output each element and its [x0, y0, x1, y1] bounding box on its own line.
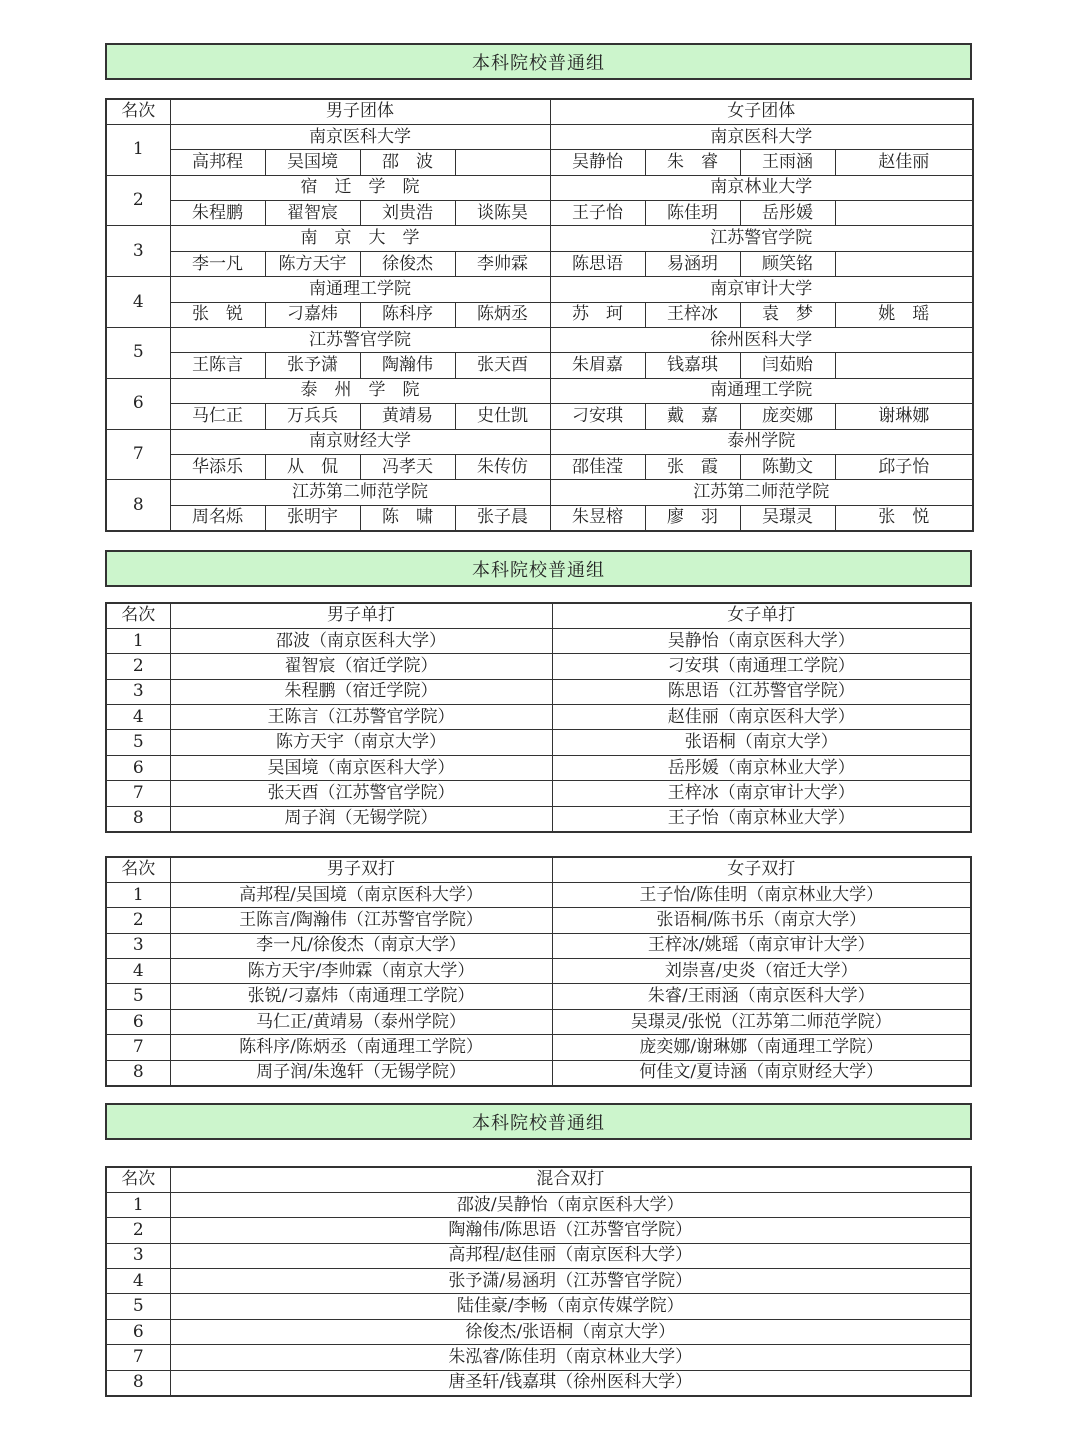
table-row [106, 959, 971, 984]
rank-cell: 4 [106, 705, 170, 730]
women-doubles-entry: 庞奕娜/谢琳娜（南通理工学院） [552, 1035, 971, 1060]
table-row [106, 150, 973, 175]
mixed-doubles-entry: 高邦程/赵佳丽（南京医科大学） [170, 1243, 971, 1268]
section-header: 本科院校普通组 [105, 43, 972, 80]
table-row [106, 1269, 971, 1294]
table-row [106, 124, 973, 149]
men-singles-entry: 朱程鹏（宿迁学院） [170, 679, 552, 704]
rank-cell: 1 [106, 1192, 170, 1217]
rank-cell: 8 [106, 1060, 170, 1085]
women-singles-entry: 张语桐（南京大学） [552, 730, 971, 755]
table-row [106, 251, 973, 276]
rank-header: 名次 [106, 1167, 170, 1192]
women-team-player: 吴静怡 [550, 150, 645, 175]
team-results-table [105, 98, 974, 532]
women-team-school: 南京林业大学 [550, 175, 973, 200]
men-singles-header: 男子单打 [170, 603, 552, 628]
table-row [106, 1035, 971, 1060]
mixed-doubles-entry: 朱泓睿/陈佳玥（南京林业大学） [170, 1345, 971, 1370]
women-team-player: 闫茹贻 [740, 353, 835, 378]
men-team-player: 史仕凯 [455, 404, 550, 429]
rank-cell: 8 [106, 806, 170, 831]
men-team-player: 冯孝天 [360, 454, 455, 479]
women-team-player: 陈佳玥 [645, 201, 740, 226]
women-singles-entry: 吴静怡（南京医科大学） [552, 628, 971, 653]
men-team-player: 陈 啸 [360, 505, 455, 530]
rank-header: 名次 [106, 857, 170, 882]
men-team-player: 华添乐 [170, 454, 265, 479]
women-team-player: 吴璟灵 [740, 505, 835, 530]
women-doubles-entry: 何佳文/夏诗涵（南京财经大学） [552, 1060, 971, 1085]
men-team-player: 张天酉 [455, 353, 550, 378]
mixed-doubles-entry: 唐圣轩/钱嘉琪（徐州医科大学） [170, 1370, 971, 1395]
women-singles-entry: 刁安琪（南通理工学院） [552, 654, 971, 679]
rank-cell: 2 [106, 1218, 170, 1243]
table-row [106, 679, 971, 704]
rank-cell: 5 [106, 1294, 170, 1319]
men-doubles-entry: 张锐/刁嘉炜（南通理工学院） [170, 984, 552, 1009]
women-team-player: 袁 梦 [740, 302, 835, 327]
women-team-player: 谢琳娜 [835, 404, 973, 429]
men-doubles-entry: 李一凡/徐俊杰（南京大学） [170, 933, 552, 958]
men-doubles-entry: 高邦程/吴国境（南京医科大学） [170, 882, 552, 907]
singles-results-table [105, 602, 972, 833]
table-row [106, 654, 971, 679]
table-header-row [106, 1167, 971, 1192]
rank-cell: 8 [106, 480, 170, 531]
men-team-player: 高邦程 [170, 150, 265, 175]
table-row [106, 984, 971, 1009]
men-team-player: 张予潇 [265, 353, 360, 378]
rank-header: 名次 [106, 99, 170, 124]
men-team-player: 陈炳丞 [455, 302, 550, 327]
rank-cell: 3 [106, 679, 170, 704]
men-team-school: 南 京 大 学 [170, 226, 550, 251]
men-doubles-entry: 陈方天宇/李帅霖（南京大学） [170, 959, 552, 984]
men-singles-entry: 周子润（无锡学院） [170, 806, 552, 831]
women-team-school: 南通理工学院 [550, 378, 973, 403]
men-team-player: 陈科序 [360, 302, 455, 327]
mixed-doubles-results-table [105, 1166, 972, 1397]
men-singles-entry: 邵波（南京医科大学） [170, 628, 552, 653]
men-doubles-header: 男子双打 [170, 857, 552, 882]
women-team-player: 岳彤媛 [740, 201, 835, 226]
men-singles-entry: 翟智宸（宿迁学院） [170, 654, 552, 679]
table-row [106, 328, 973, 353]
table-header-row [106, 857, 971, 882]
section-header: 本科院校普通组 [105, 1103, 972, 1140]
men-team-player [455, 150, 550, 175]
women-team-player: 刁安琪 [550, 404, 645, 429]
table-row [106, 201, 973, 226]
men-team-player: 从 侃 [265, 454, 360, 479]
table-row [106, 755, 971, 780]
table-header-row [106, 99, 973, 124]
men-singles-entry: 吴国境（南京医科大学） [170, 755, 552, 780]
table-header-row [106, 603, 971, 628]
rank-header: 名次 [106, 603, 170, 628]
women-team-player: 王梓冰 [645, 302, 740, 327]
men-team-school: 南京财经大学 [170, 429, 550, 454]
rank-cell: 7 [106, 781, 170, 806]
mixed-doubles-entry: 邵波/吴静怡（南京医科大学） [170, 1192, 971, 1217]
table-row [106, 1192, 971, 1217]
men-team-school: 南京医科大学 [170, 124, 550, 149]
women-team-player: 钱嘉琪 [645, 353, 740, 378]
rank-cell: 5 [106, 730, 170, 755]
rank-cell: 4 [106, 277, 170, 328]
rank-cell: 6 [106, 378, 170, 429]
women-doubles-entry: 刘崇喜/史炎（宿迁大学） [552, 959, 971, 984]
women-team-player: 姚 瑶 [835, 302, 973, 327]
rank-cell: 3 [106, 933, 170, 958]
men-team-player: 万兵兵 [265, 404, 360, 429]
women-team-school: 南京审计大学 [550, 277, 973, 302]
rank-cell: 2 [106, 908, 170, 933]
women-team-school: 泰州学院 [550, 429, 973, 454]
women-team-school: 南京医科大学 [550, 124, 973, 149]
table-row [106, 1243, 971, 1268]
women-singles-entry: 王梓冰（南京审计大学） [552, 781, 971, 806]
table-row [106, 1060, 971, 1085]
rank-cell: 1 [106, 124, 170, 175]
men-team-player: 刁嘉炜 [265, 302, 360, 327]
rank-cell: 3 [106, 1243, 170, 1268]
men-team-player: 张明宇 [265, 505, 360, 530]
table-row [106, 454, 973, 479]
men-doubles-entry: 马仁正/黄靖易（泰州学院） [170, 1009, 552, 1034]
women-team-player: 朱眉嘉 [550, 353, 645, 378]
women-team-player [835, 201, 973, 226]
table-row [106, 705, 971, 730]
women-team-player [835, 353, 973, 378]
women-team-player: 易涵玥 [645, 251, 740, 276]
women-team-player: 朱 睿 [645, 150, 740, 175]
rank-cell: 3 [106, 226, 170, 277]
rank-cell: 2 [106, 654, 170, 679]
men-team-player: 张子晨 [455, 505, 550, 530]
men-team-player: 陈方天宇 [265, 251, 360, 276]
women-team-school: 徐州医科大学 [550, 328, 973, 353]
women-doubles-entry: 王子怡/陈佳明（南京林业大学） [552, 882, 971, 907]
men-singles-entry: 张天酉（江苏警官学院） [170, 781, 552, 806]
men-team-player: 黄靖易 [360, 404, 455, 429]
men-team-player: 吴国境 [265, 150, 360, 175]
rank-cell: 1 [106, 882, 170, 907]
women-team-player: 邱子怡 [835, 454, 973, 479]
women-doubles-entry: 张语桐/陈书乐（南京大学） [552, 908, 971, 933]
men-team-header: 男子团体 [170, 99, 550, 124]
men-team-player: 翟智宸 [265, 201, 360, 226]
table-row [106, 429, 973, 454]
women-team-school: 江苏警官学院 [550, 226, 973, 251]
table-row [106, 1294, 971, 1319]
table-row [106, 480, 973, 505]
women-team-player: 苏 珂 [550, 302, 645, 327]
men-team-school: 江苏第二师范学院 [170, 480, 550, 505]
men-doubles-entry: 陈科序/陈炳丞（南通理工学院） [170, 1035, 552, 1060]
doubles-results-table [105, 856, 972, 1087]
women-team-player: 张 悦 [835, 505, 973, 530]
table-row [106, 302, 973, 327]
men-team-player: 邵 波 [360, 150, 455, 175]
women-team-player: 王雨涵 [740, 150, 835, 175]
table-row [106, 1319, 971, 1344]
men-team-player: 王陈言 [170, 353, 265, 378]
rank-cell: 5 [106, 984, 170, 1009]
mixed-doubles-entry: 徐俊杰/张语桐（南京大学） [170, 1319, 971, 1344]
women-doubles-header: 女子双打 [552, 857, 971, 882]
table-row [106, 353, 973, 378]
women-team-player: 邵佳滢 [550, 454, 645, 479]
men-team-school: 江苏警官学院 [170, 328, 550, 353]
men-team-player: 张 锐 [170, 302, 265, 327]
rank-cell: 6 [106, 1009, 170, 1034]
women-team-player: 顾笑铭 [740, 251, 835, 276]
men-team-player: 马仁正 [170, 404, 265, 429]
rank-cell: 4 [106, 1269, 170, 1294]
rank-cell: 2 [106, 175, 170, 226]
table-row [106, 628, 971, 653]
table-row [106, 1009, 971, 1034]
table-row [106, 882, 971, 907]
men-team-school: 宿 迁 学 院 [170, 175, 550, 200]
table-row [106, 1218, 971, 1243]
table-row [106, 404, 973, 429]
table-row [106, 730, 971, 755]
men-team-school: 泰 州 学 院 [170, 378, 550, 403]
women-singles-header: 女子单打 [552, 603, 971, 628]
women-team-player: 朱昱榕 [550, 505, 645, 530]
men-doubles-entry: 周子润/朱逸轩（无锡学院） [170, 1060, 552, 1085]
women-singles-entry: 岳彤媛（南京林业大学） [552, 755, 971, 780]
rank-cell: 7 [106, 429, 170, 480]
table-row [106, 908, 971, 933]
rank-cell: 6 [106, 755, 170, 780]
rank-cell: 1 [106, 628, 170, 653]
rank-cell: 5 [106, 328, 170, 379]
table-row [106, 1345, 971, 1370]
men-doubles-entry: 王陈言/陶瀚伟（江苏警官学院） [170, 908, 552, 933]
women-team-player: 赵佳丽 [835, 150, 973, 175]
mixed-doubles-entry: 陶瀚伟/陈思语（江苏警官学院） [170, 1218, 971, 1243]
women-doubles-entry: 王梓冰/姚瑶（南京审计大学） [552, 933, 971, 958]
section-header: 本科院校普通组 [105, 550, 972, 587]
table-row [106, 226, 973, 251]
table-row [106, 781, 971, 806]
men-singles-entry: 王陈言（江苏警官学院） [170, 705, 552, 730]
men-singles-entry: 陈方天宇（南京大学） [170, 730, 552, 755]
table-row [106, 1370, 971, 1395]
women-team-header: 女子团体 [550, 99, 973, 124]
women-team-player: 陈勤文 [740, 454, 835, 479]
women-doubles-entry: 吴璟灵/张悦（江苏第二师范学院） [552, 1009, 971, 1034]
men-team-player: 陶瀚伟 [360, 353, 455, 378]
women-team-player: 戴 嘉 [645, 404, 740, 429]
mixed-doubles-entry: 陆佳豪/李畅（南京传媒学院） [170, 1294, 971, 1319]
men-team-player: 朱传仿 [455, 454, 550, 479]
men-team-player: 李帅霖 [455, 251, 550, 276]
women-team-player: 王子怡 [550, 201, 645, 226]
rank-cell: 8 [106, 1370, 170, 1395]
women-singles-entry: 陈思语（江苏警官学院） [552, 679, 971, 704]
table-row [106, 933, 971, 958]
men-team-player: 朱程鹏 [170, 201, 265, 226]
women-team-player: 庞奕娜 [740, 404, 835, 429]
women-team-player [835, 251, 973, 276]
men-team-player: 徐俊杰 [360, 251, 455, 276]
rank-cell: 7 [106, 1345, 170, 1370]
rank-cell: 4 [106, 959, 170, 984]
women-doubles-entry: 朱睿/王雨涵（南京医科大学） [552, 984, 971, 1009]
men-team-player: 谈陈昊 [455, 201, 550, 226]
mixed-doubles-entry: 张予潇/易涵玥（江苏警官学院） [170, 1269, 971, 1294]
men-team-player: 刘贵浩 [360, 201, 455, 226]
men-team-player: 周名烁 [170, 505, 265, 530]
table-row [106, 505, 973, 530]
women-team-school: 江苏第二师范学院 [550, 480, 973, 505]
table-row [106, 277, 973, 302]
women-singles-entry: 王子怡（南京林业大学） [552, 806, 971, 831]
women-team-player: 张 霞 [645, 454, 740, 479]
rank-cell: 6 [106, 1319, 170, 1344]
women-team-player: 陈思语 [550, 251, 645, 276]
mixed-doubles-header: 混合双打 [170, 1167, 971, 1192]
women-team-player: 廖 羽 [645, 505, 740, 530]
men-team-school: 南通理工学院 [170, 277, 550, 302]
table-row [106, 806, 971, 831]
table-row [106, 378, 973, 403]
men-team-player: 李一凡 [170, 251, 265, 276]
table-row [106, 175, 973, 200]
women-singles-entry: 赵佳丽（南京医科大学） [552, 705, 971, 730]
rank-cell: 7 [106, 1035, 170, 1060]
